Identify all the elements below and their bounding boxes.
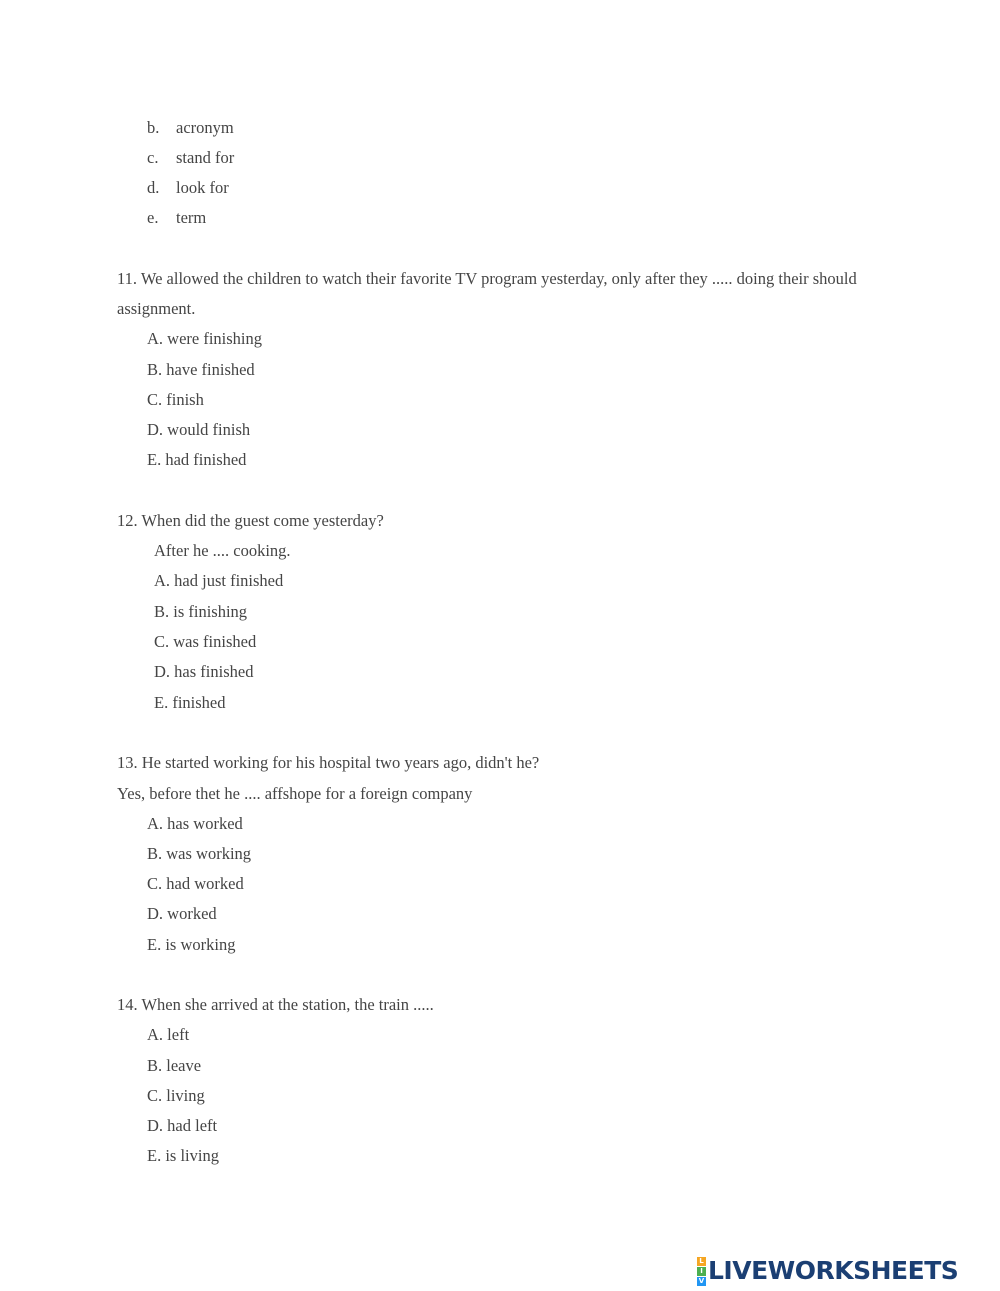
- question-14-option-a[interactable]: A. left: [147, 1025, 190, 1044]
- question-11-option-e[interactable]: E. had finished: [147, 450, 247, 469]
- option-label: e.: [147, 208, 159, 227]
- question-14-option-d[interactable]: D. had left: [147, 1116, 218, 1135]
- question-11-option-c[interactable]: C. finish: [147, 390, 204, 409]
- question-14-option-c[interactable]: C. living: [147, 1086, 205, 1105]
- question-11-stem-cont: assignment.: [117, 299, 196, 318]
- option-label: c.: [147, 148, 159, 167]
- question-13-option-b[interactable]: B. was working: [147, 844, 252, 863]
- liveworksheets-logo[interactable]: [697, 1254, 958, 1288]
- question-12-option-a[interactable]: A. had just finished: [154, 571, 284, 590]
- question-12-option-c[interactable]: C. was finished: [154, 632, 257, 651]
- question-13-answer-line: Yes, before thet he .... affshope for a foreign company: [117, 784, 473, 803]
- option-prev-e: [147, 208, 206, 228]
- option-text: look for: [176, 178, 229, 197]
- option-text: acronym: [176, 118, 234, 137]
- question-13-stem: 13. He started working for his hospital two years ago, didn't he?: [117, 753, 540, 772]
- option-text: stand for: [176, 148, 235, 167]
- question-13-option-c[interactable]: C. had worked: [147, 874, 244, 893]
- option-label: b.: [147, 118, 160, 137]
- question-14-stem: 14. When she arrived at the station, the train .....: [117, 995, 434, 1014]
- brand-name: LIVEWORKSHEETS: [708, 1256, 959, 1285]
- option-label: d.: [147, 178, 160, 197]
- option-prev-d: [147, 178, 229, 198]
- question-12-stem: 12. When did the guest come yesterday?: [117, 511, 384, 530]
- logo-letter: L: [697, 1257, 706, 1266]
- option-prev-b: [147, 118, 234, 138]
- question-12-option-e[interactable]: E. finished: [154, 693, 226, 712]
- option-text: term: [176, 208, 207, 227]
- question-12-option-d[interactable]: D. has finished: [154, 662, 254, 681]
- option-prev-c: [147, 148, 234, 168]
- logo-letter: I: [697, 1267, 706, 1276]
- question-13-option-a[interactable]: A. has worked: [147, 814, 243, 833]
- question-12-answer-line: After he .... cooking.: [154, 541, 291, 560]
- question-13-option-d[interactable]: D. worked: [147, 904, 217, 923]
- question-11-stem: 11. We allowed the children to watch their favorite TV program yesterday, only after they ..... doing their should: [117, 269, 857, 288]
- logo-letter: V: [698, 1276, 705, 1285]
- question-11-option-d[interactable]: D. would finish: [147, 420, 251, 439]
- question-14-option-b[interactable]: B. leave: [147, 1056, 202, 1075]
- question-13-option-e[interactable]: E. is working: [147, 935, 236, 954]
- question-11-option-b[interactable]: B. have finished: [147, 360, 255, 379]
- question-11-option-a[interactable]: A. were finishing: [147, 329, 263, 348]
- question-12-option-b[interactable]: B. is finishing: [154, 602, 248, 621]
- logo-mark-icon: [697, 1257, 706, 1286]
- question-14-option-e[interactable]: E. is living: [147, 1146, 219, 1165]
